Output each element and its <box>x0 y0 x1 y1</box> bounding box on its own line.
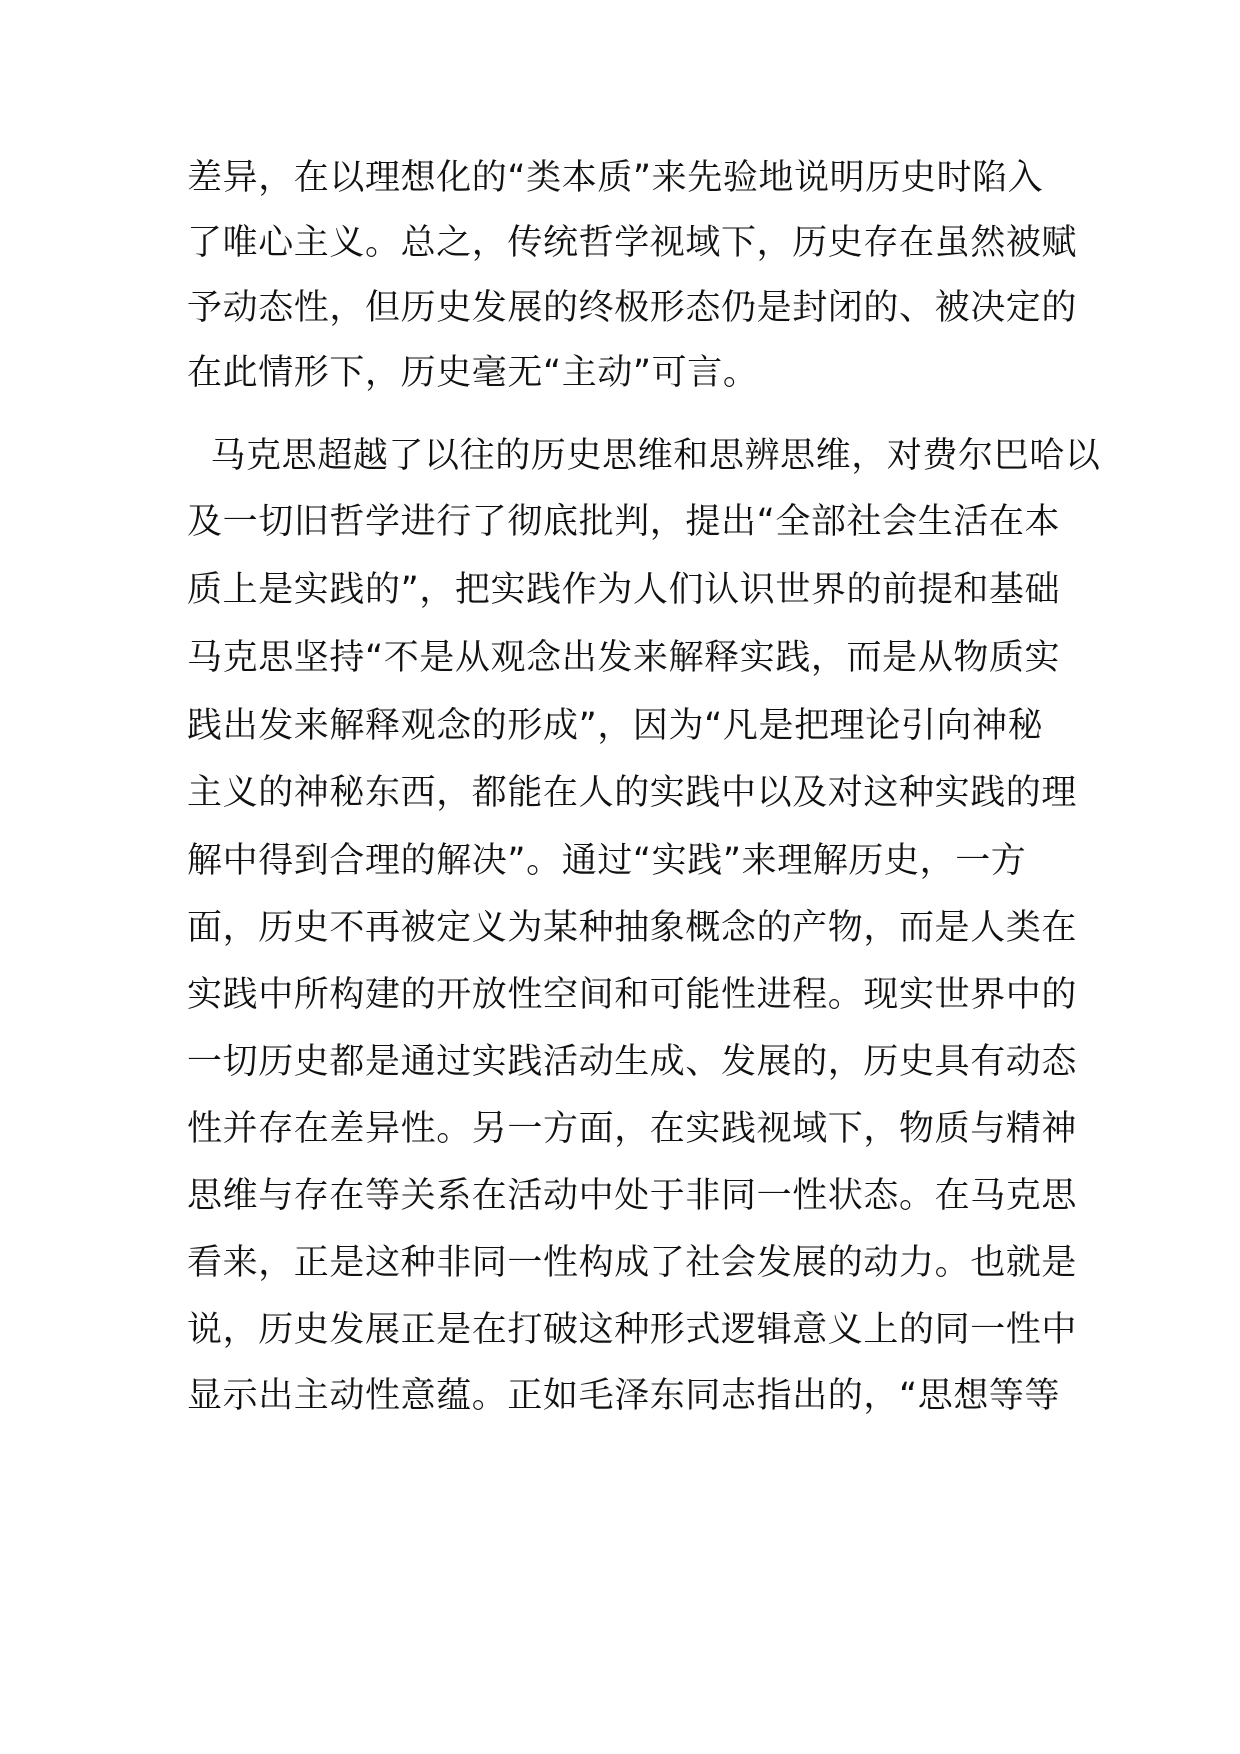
text-line: 了唯心主义。总之，传统哲学视域下，历史存在虽然被赋 <box>187 223 1078 263</box>
text-line: 看来，正是这种非同一性构成了社会发展的动力。也就是 <box>187 1243 1078 1283</box>
text-line: 马克思超越了以往的历史思维和思辨思维，对费尔巴哈以 <box>187 436 1101 476</box>
text-line: 实践中所构建的开放性空间和可能性进程。现实世界中的 <box>187 975 1078 1015</box>
text-line: 显示出主动性意蕴。正如毛泽东同志指出的，“思想等等 <box>187 1376 1061 1416</box>
text-line: 性并存在差异性。另一方面，在实践视域下，物质与精神 <box>187 1109 1078 1149</box>
text-line: 及一切旧哲学进行了彻底批判，提出“全部社会生活在本 <box>187 502 1061 542</box>
text-line: 质上是实践的”，把实践作为人们认识世界的前提和基础 <box>187 570 1061 610</box>
text-line: 践出发来解释观念的形成”，因为“凡是把理论引向神秘 <box>187 706 1044 746</box>
text-line: 说，历史发展正是在打破这种形式逻辑意义上的同一性中 <box>187 1310 1078 1350</box>
text-line: 解中得到合理的解决”。通过“实践”来理解历史，一方 <box>187 841 1027 881</box>
text-line: 一切历史都是通过实践活动生成、发展的，历史具有动态 <box>187 1042 1078 1082</box>
text-line: 差异，在以理想化的“类本质”来先验地说明历史时陷入 <box>187 158 1044 198</box>
text-line: 予动态性，但历史发展的终极形态仍是封闭的、被决定的 <box>187 288 1078 328</box>
text-line: 思维与存在等关系在活动中处于非同一性状态。在马克思 <box>187 1176 1078 1216</box>
text-line: 面，历史不再被定义为某种抽象概念的产物，而是人类在 <box>187 908 1078 948</box>
text-line: 主义的神秘东西，都能在人的实践中以及对这种实践的理 <box>187 773 1078 813</box>
text-line: 在此情形下，历史毫无“主动”可言。 <box>187 353 759 393</box>
text-line: 马克思坚持“不是从观念出发来解释实践，而是从物质实 <box>187 638 1061 678</box>
